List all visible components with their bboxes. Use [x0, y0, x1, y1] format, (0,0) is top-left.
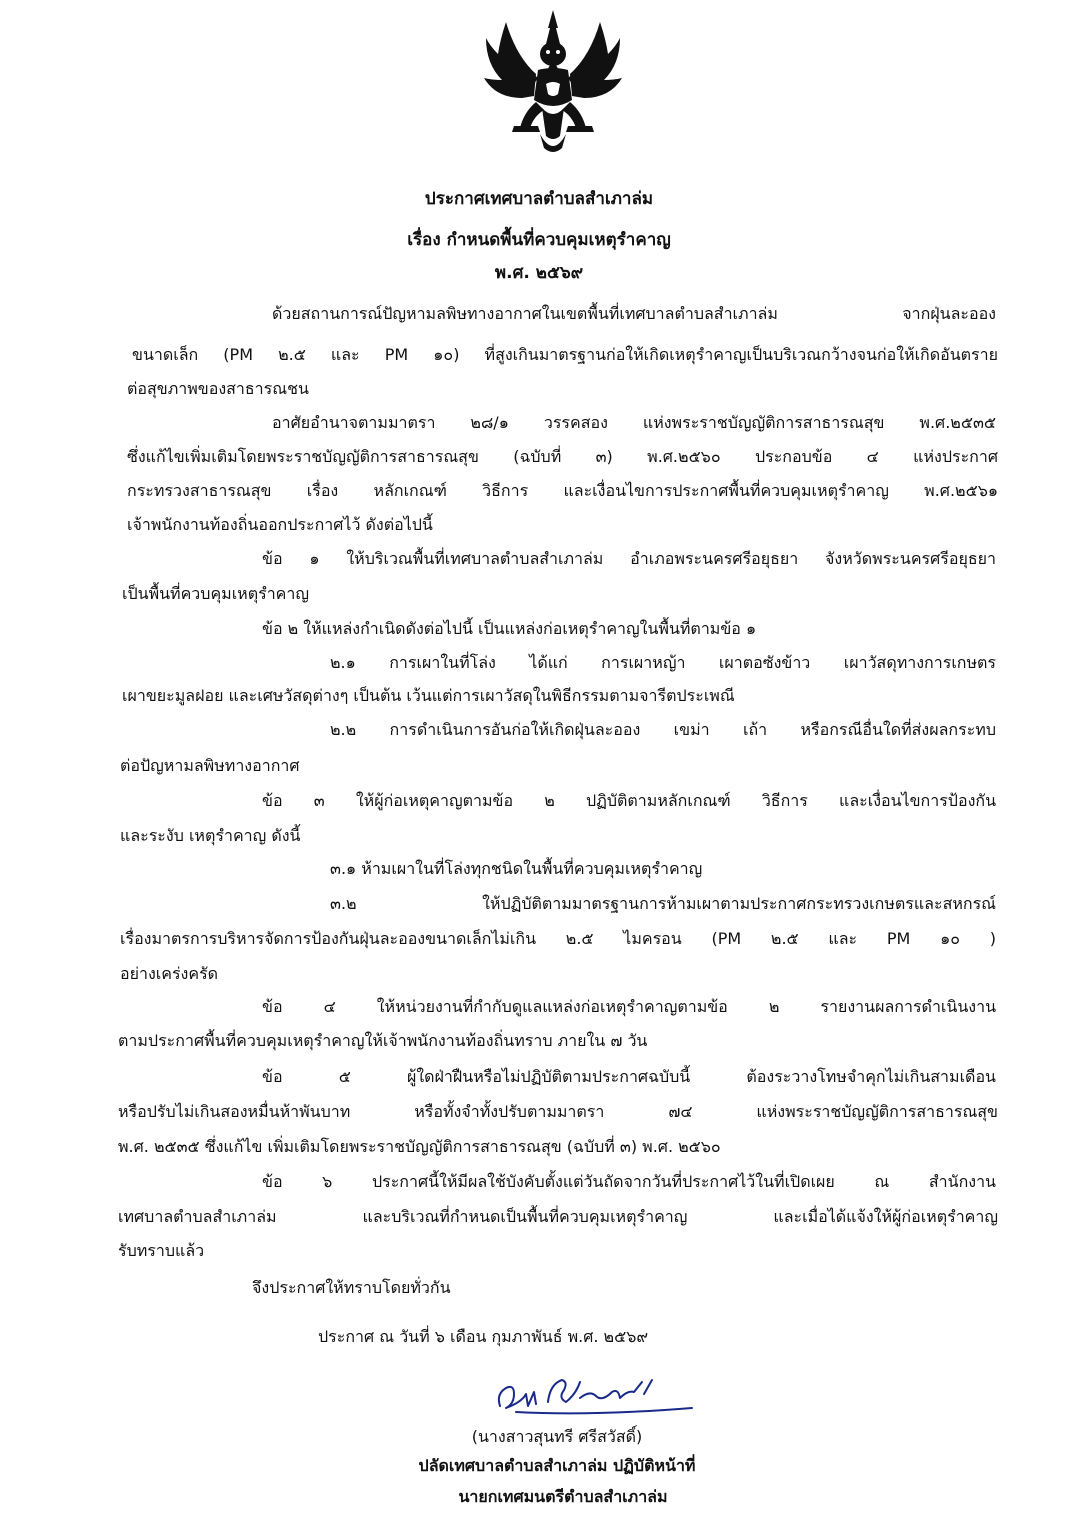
clause-2-1-line: เผาขยะมูลฝอย และเศษวัสดุต่างๆ เป็นต้น เว้นแต่การเผาวัสดุในพิธีกรรมตามจารีตประเพณี	[122, 686, 735, 705]
clause-4-line: ข้อ ๔ ให้หน่วยงานที่กำกับดูแลแหล่งก่อเหตุรำคาญตามข้อ ๒ รายงานผลการดำเนินงาน	[262, 997, 996, 1016]
closing-statement: จึงประกาศให้ทราบโดยทั่วกัน	[252, 1278, 451, 1297]
signer-name: (นางสาวสุนทรี ศรีสวัสดิ์)	[471, 1427, 643, 1446]
clause-1-line: เป็นพื้นที่ควบคุมเหตุรำคาญ	[122, 584, 309, 603]
clause-6-line: เทศบาลตำบลสำเภาล่ม และบริเวณที่กำหนดเป็นพื้นที่ควบคุมเหตุรำคาญ และเมื่อได้แจ้งให้ผู้ก่อเหตุรำคาญ	[118, 1207, 998, 1226]
clause-5-line: พ.ศ. ๒๕๓๕ ซึ่งแก้ไข เพิ่มเติมโดยพระราชบัญญัติการสาธารณสุข (ฉบับที่ ๓) พ.ศ. ๒๕๖๐	[118, 1137, 721, 1156]
announcement-date: ประกาศ ณ วันที่ ๖ เดือน กุมภาพันธ์ พ.ศ. ๒๕๖๙	[318, 1327, 649, 1346]
announcement-year: พ.ศ. ๒๕๖๙	[494, 263, 584, 283]
clause-6-line: รับทราบแล้ว	[118, 1241, 205, 1260]
clause-1-line: ข้อ ๑ ให้บริเวณพื้นที่เทศบาลตำบลสำเภาล่ม อำเภอพระนครศรีอยุธยา จังหวัดพระนครศรีอยุธยา	[262, 549, 996, 568]
clause-5-line: หรือปรับไม่เกินสองหมื่นห้าพันบาท หรือทั้งจำทั้งปรับตามมาตรา ๗๔ แห่งพระราชบัญญัติการสาธารณสุข	[118, 1102, 998, 1121]
clause-3-2-line: เรื่องมาตรการบริหารจัดการป้องกันฝุ่นละอองขนาดเล็กไม่เกิน ๒.๕ ไมครอน (PM ๒.๕ และ PM ๑๐ )	[120, 929, 996, 948]
signer-position-2: นายกเทศมนตรีตำบลสำเภาล่ม	[458, 1487, 668, 1506]
paragraph-2-line: กระทรวงสาธารณสุข เรื่อง หลักเกณฑ์ วิธีการ และเงื่อนไขการประกาศพื้นที่ควบคุมเหตุรำคาญ พ.ศ.๒๕๖๑	[127, 481, 998, 500]
clause-2-1-line: ๒.๑ การเผาในที่โล่ง ได้แก่ การเผาหญ้า เผาตอซังข้าว เผาวัสดุทางการเกษตร	[330, 653, 996, 672]
paragraph-1-line: ขนาดเล็ก (PM ๒.๕ และ PM ๑๐) ที่สูงเกินมาตรฐานก่อให้เกิดเหตุรำคาญเป็นบริเวณกว้างจนก่อให้เกิดอันตราย	[132, 345, 998, 364]
clause-4-line: ตามประกาศพื้นที่ควบคุมเหตุรำคาญให้เจ้าพนักงานท้องถิ่นทราบ ภายใน ๗ วัน	[118, 1031, 648, 1050]
announcement-subject: เรื่อง กำหนดพื้นที่ควบคุมเหตุรำคาญ	[407, 230, 671, 250]
paragraph-2-line: ซึ่งแก้ไขเพิ่มเติมโดยพระราชบัญญัติการสาธารณสุข (ฉบับที่ ๓) พ.ศ.๒๕๖๐ ประกอบข้อ ๔ แห่งประกาศ	[127, 447, 998, 466]
clause-3-line: และระงับ เหตุรำคาญ ดังนี้	[120, 826, 301, 845]
clause-3-2-line: ๓.๒ ให้ปฏิบัติตามมาตรฐานการห้ามเผาตามประกาศกระทรวงเกษตรและสหกรณ์	[330, 894, 996, 913]
announcement-title: ประกาศเทศบาลตำบลสำเภาล่ม	[424, 189, 654, 209]
clause-5-line: ข้อ ๕ ผู้ใดฝ่าฝืนหรือไม่ปฏิบัติตามประกาศฉบับนี้ ต้องระวางโทษจำคุกไม่เกินสามเดือน	[262, 1067, 996, 1086]
paragraph-1-line: ต่อสุขภาพของสาธารณชน	[127, 379, 309, 398]
clause-3-2-line: อย่างเคร่งครัด	[120, 964, 219, 983]
clause-6-line: ข้อ ๖ ประกาศนี้ให้มีผลใช้บังคับตั้งแต่วันถัดจากวันที่ประกาศไว้ในที่เปิดเผย ณ สำนักงาน	[262, 1172, 996, 1191]
handwritten-signature-icon	[492, 1372, 702, 1422]
paragraph-1-line: ด้วยสถานการณ์ปัญหามลพิษทางอากาศในเขตพื้นที่เทศบาลตำบลสำเภาล่ม จากฝุ่นละออง	[272, 304, 996, 323]
clause-3-1-line: ๓.๑ ห้ามเผาในที่โล่งทุกชนิดในพื้นที่ควบคุมเหตุรำคาญ	[330, 859, 703, 878]
paragraph-2-line: เจ้าพนักงานท้องถิ่นออกประกาศไว้ ดังต่อไปนี้	[127, 515, 433, 534]
clause-2-2-line: ๒.๒ การดำเนินการอันก่อให้เกิดฝุ่นละออง เขม่า เถ้า หรือกรณีอื่นใดที่ส่งผลกระทบ	[330, 720, 996, 739]
signer-position-1: ปลัดเทศบาลตำบลสำเภาล่ม ปฏิบัติหน้าที่	[418, 1456, 696, 1475]
clause-2-2-line: ต่อปัญหามลพิษทางอากาศ	[120, 756, 300, 775]
clause-3-line: ข้อ ๓ ให้ผู้ก่อเหตุคาญตามข้อ ๒ ปฏิบัติตามหลักเกณฑ์ วิธีการ และเงื่อนไขการป้องกัน	[262, 791, 996, 810]
clause-2-line: ข้อ ๒ ให้แหล่งกำเนิดดังต่อไปนี้ เป็นแหล่งก่อเหตุรำคาญในพื้นที่ตามข้อ ๑	[262, 619, 757, 638]
paragraph-2-line: อาศัยอำนาจตามมาตรา ๒๘/๑ วรรคสอง แห่งพระราชบัญญัติการสาธารณสุข พ.ศ.๒๕๓๕	[272, 413, 996, 432]
garuda-emblem-icon	[480, 8, 626, 158]
